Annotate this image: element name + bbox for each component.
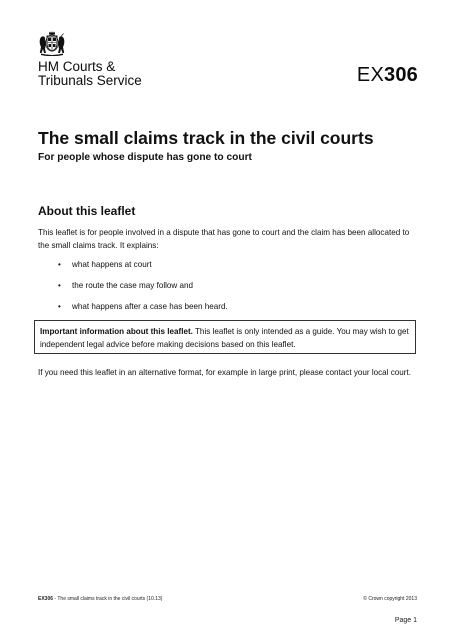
- royal-crest-icon: [38, 31, 66, 56]
- footer-doc-reference: [38, 596, 162, 602]
- list-item: [58, 281, 418, 302]
- form-code: [357, 64, 418, 87]
- bullet-icon: •: [58, 281, 61, 290]
- org-name-line-1: HM Courts &: [38, 59, 116, 74]
- footer-copyright: © Crown copyright 2013: [363, 596, 417, 602]
- callout-text: This leaflet is only intended as a guide. You may wish to get independent legal advice before making decisions based on this leaflet.: [40, 327, 409, 349]
- alternative-format-paragraph: If you need this leaflet in an alternative format, for example in large print, please contact your local court.: [38, 368, 411, 377]
- form-code-prefix: EX: [356, 64, 385, 86]
- bullet-list: [58, 260, 418, 323]
- list-item: [58, 260, 418, 281]
- page-number: Page 1: [394, 617, 417, 624]
- form-code-number: 306: [384, 64, 418, 86]
- callout-heading: Important information about this leaflet.: [40, 327, 193, 336]
- document-title: The small claims track in the civil courts: [38, 128, 374, 148]
- footer-doc-title: - The small claims track in the civil courts (10.13): [53, 596, 163, 602]
- list-item-text: the route the case may follow and: [72, 281, 194, 290]
- document-subtitle: For people whose dispute has gone to court: [38, 152, 252, 163]
- organisation-name: [38, 60, 142, 88]
- important-info-box: [34, 320, 416, 354]
- list-item-text: what happens at court: [72, 260, 152, 269]
- bullet-icon: •: [58, 260, 61, 269]
- org-name-line-2: Tribunals Service: [38, 73, 142, 88]
- list-item-text: what happens after a case has been heard.: [72, 302, 228, 311]
- bullet-icon: •: [58, 302, 61, 311]
- intro-paragraph: This leaflet is for people involved in a dispute that has gone to court and the claim has been allocated to the small claims track. It explains:: [38, 228, 410, 250]
- footer-code: EX306: [38, 596, 54, 602]
- section-heading: About this leaflet: [38, 204, 136, 218]
